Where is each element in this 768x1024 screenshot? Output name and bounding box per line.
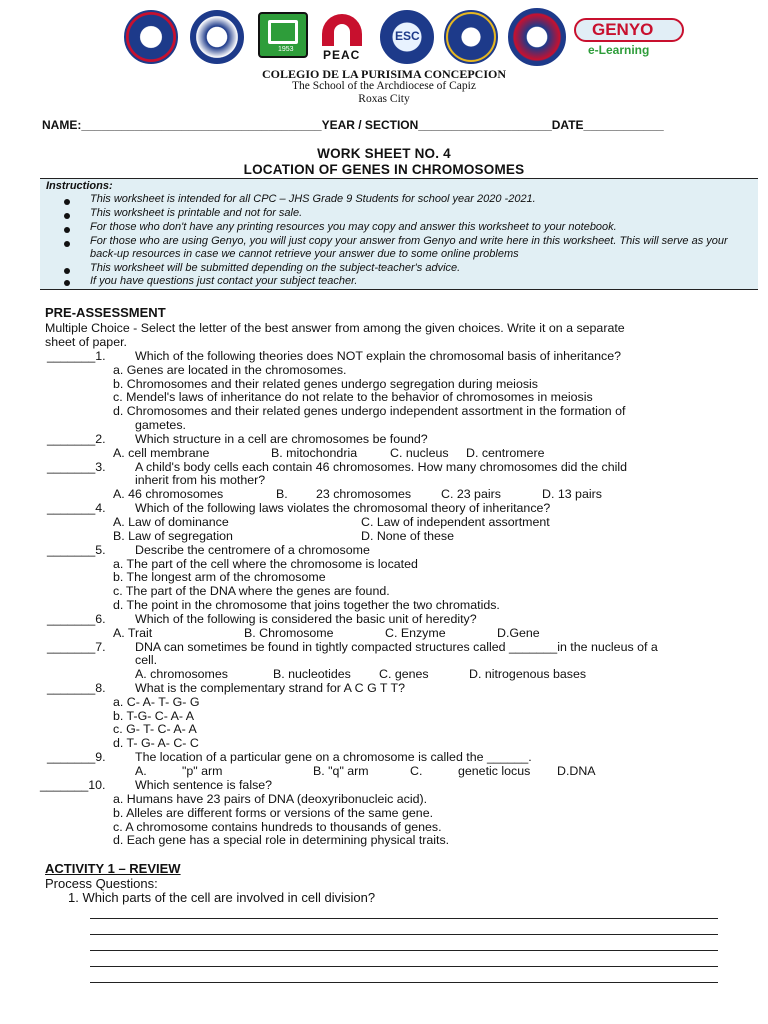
q7-question-cont: cell.: [135, 653, 158, 667]
q9-choice-c: C.: [410, 764, 423, 778]
activity-question-1: 1. Which parts of the cell are involved in cell division?: [68, 890, 376, 905]
date-field[interactable]: ____________: [583, 118, 664, 132]
bullet-icon: [64, 227, 70, 233]
school-city: Roxas City: [358, 93, 410, 105]
logo-strip: [118, 8, 688, 66]
q9-choice-c-text: genetic locus: [458, 764, 531, 778]
q4-choice-a: A. Law of dominance: [113, 515, 229, 529]
q1-answer-blank[interactable]: _______1.: [47, 349, 106, 363]
directions-line-2: sheet of paper.: [45, 335, 127, 349]
q10-choice-d: d. Each gene has a special role in determining physical traits.: [113, 833, 450, 847]
q5-choice-b: b. The longest arm of the chromosome: [113, 570, 326, 584]
q6-choice-b: B. Chromosome: [244, 626, 334, 640]
seal-logo-3: [444, 10, 498, 64]
q9-answer-blank[interactable]: _______9.: [47, 750, 106, 764]
q3-question-cont: inherit from his mother?: [135, 473, 266, 487]
instruction-item: This worksheet is intended for all CPC – JHS Grade 9 Students for school year 2020 -2021.: [90, 193, 536, 205]
date-label: DATE: [551, 118, 584, 132]
q7-choice-a: A. chromosomes: [135, 667, 228, 681]
q9-question: The location of a particular gene on a chromosome is called the ______.: [135, 750, 532, 764]
activity-heading: ACTIVITY 1 – REVIEW: [45, 861, 181, 876]
pre-assessment-heading: PRE-ASSESSMENT: [45, 305, 166, 320]
q5-choice-c: c. The part of the DNA where the genes are found.: [113, 584, 390, 598]
q8-question: What is the complementary strand for A C G T T?: [135, 681, 405, 695]
q7-choice-d: D. nitrogenous bases: [469, 667, 587, 681]
q2-question: Which structure in a cell are chromosomes be found?: [135, 432, 428, 446]
q10-question: Which sentence is false?: [135, 778, 273, 792]
cpc-year-label: 1953: [278, 46, 294, 53]
genyo-sub-label: e-Learning: [588, 43, 650, 57]
q5-choice-a: a. The part of the cell where the chromosome is located: [113, 557, 418, 571]
bullet-icon: [64, 268, 70, 274]
q2-choice-d: D. centromere: [466, 446, 545, 460]
worksheet-number: WORK SHEET NO. 4: [317, 146, 451, 161]
name-section-date-row: [42, 118, 664, 132]
name-label: NAME:: [42, 118, 82, 132]
q9-choice-a-text: "p" arm: [182, 764, 223, 778]
instructions-heading: Instructions:: [46, 180, 113, 192]
q7-question: DNA can sometimes be found in tightly compacted structures called _______in the nucleus of a: [135, 640, 658, 654]
q7-answer-blank[interactable]: _______7.: [47, 640, 106, 654]
q8-choice-c: c. G- T- C- A- A: [113, 722, 197, 736]
school-name: COLEGIO DE LA PURISIMA CONCEPCION: [261, 67, 507, 81]
q6-question: Which of the following is considered the basic unit of heredity?: [135, 612, 477, 626]
q9-choice-d: D.DNA: [557, 764, 596, 778]
q3-choice-d: D. 13 pairs: [542, 487, 602, 501]
q1-choice-a: a. Genes are located in the chromosomes.: [113, 363, 347, 377]
peac-arch-icon: [322, 14, 362, 46]
q8-choice-d: d. T- G- A- C- C: [113, 736, 199, 750]
q8-choice-b: b. T-G- C- A- A: [113, 709, 195, 723]
q3-question: A child's body cells each contain 46 chromosomes. How many chromosomes did the child: [135, 460, 628, 474]
instruction-item: For those who don't have any printing resources you may copy and answer this worksheet to your notebook.: [90, 221, 617, 233]
q2-choice-c: C. nucleus: [390, 446, 449, 460]
answer-line[interactable]: [90, 950, 718, 951]
cpc-green-logo: [258, 12, 308, 58]
instruction-item: This worksheet will be submitted depending on the subject-teacher's advice.: [90, 262, 461, 274]
q4-question: Which of the following laws violates the chromosomal theory of inheritance?: [135, 501, 551, 515]
school-subtitle: The School of the Archdiocese of Capiz: [292, 80, 476, 92]
q1-question: Which of the following theories does NOT explain the chromosomal basis of inheritance?: [135, 349, 622, 363]
q8-choice-a: a. C- A- T- G- G: [113, 695, 200, 709]
worksheet-title: LOCATION OF GENES IN CHROMOSOMES: [243, 162, 525, 177]
answer-line[interactable]: [90, 966, 718, 967]
q6-choice-c: C. Enzyme: [385, 626, 446, 640]
q4-choice-d: D. None of these: [361, 529, 454, 543]
bullet-icon: [64, 280, 70, 286]
instructions-box: [40, 178, 758, 290]
peac-logo: [316, 10, 368, 64]
answer-line[interactable]: [90, 934, 718, 935]
q5-answer-blank[interactable]: _______5.: [47, 543, 106, 557]
genyo-logo: [574, 18, 686, 60]
instruction-item: If you have questions just contact your subject teacher.: [90, 275, 358, 287]
instruction-last-row: [40, 275, 758, 289]
q2-choice-a: A. cell membrane: [113, 446, 210, 460]
genyo-label: GENYO: [592, 20, 654, 39]
directions-line-1: Multiple Choice - Select the letter of the best answer from among the given choices. Write it on a separate: [45, 321, 625, 335]
deped-seal-logo: [124, 10, 178, 64]
seal-logo-4: [508, 8, 566, 66]
q9-choice-b: B. "q" arm: [313, 764, 369, 778]
q10-choice-a: a. Humans have 23 pairs of DNA (deoxyribonucleic acid).: [113, 792, 428, 806]
q3-choice-b-text: 23 chromosomes: [316, 487, 412, 501]
q6-choice-d: D.Gene: [497, 626, 540, 640]
bullet-icon: [64, 241, 70, 247]
instruction-item: For those who are using Genyo, you will just copy your answer from Genyo and write here in this worksheet. This will serve as your back-up resources in case we cannot retrieve your answer due to some online problems: [90, 235, 728, 260]
q4-choice-c: C. Law of independent assortment: [361, 515, 550, 529]
process-questions-label: Process Questions:: [45, 876, 158, 891]
section-field[interactable]: ____________________: [418, 118, 552, 132]
bullet-icon: [64, 199, 70, 205]
q4-choice-b: B. Law of segregation: [113, 529, 233, 543]
section-label: YEAR / SECTION: [321, 118, 419, 132]
q10-choice-c: c. A chromosome contains hundreds to thousands of genes.: [113, 820, 442, 834]
q1-choice-d: d. Chromosomes and their related genes undergo independent assortment in the formation of: [113, 404, 626, 418]
q3-choice-b: B.: [276, 487, 288, 501]
cpc-seal-logo: [190, 10, 244, 64]
name-field[interactable]: ____________________________________: [81, 118, 322, 132]
bullet-icon: [64, 213, 70, 219]
esc-logo: [380, 10, 434, 64]
q6-answer-blank[interactable]: _______6.: [47, 612, 106, 626]
q3-choice-a: A. 46 chromosomes: [113, 487, 224, 501]
q6-choice-a: A. Trait: [113, 626, 153, 640]
q1-choice-c: c. Mendel's laws of inheritance do not relate to the behavior of chromosomes in meiosis: [113, 390, 593, 404]
q1-choice-d-cont: gametes.: [135, 418, 186, 432]
q3-choice-c: C. 23 pairs: [441, 487, 501, 501]
q7-choice-c: C. genes: [379, 667, 429, 681]
q5-question: Describe the centromere of a chromosome: [135, 543, 370, 557]
answer-line[interactable]: [90, 982, 718, 983]
peac-label: PEAC: [323, 48, 361, 62]
q5-choice-d: d. The point in the chromosome that joins together the two chromatids.: [113, 598, 500, 612]
q10-choice-b: b. Alleles are different forms or versions of the same gene.: [113, 806, 434, 820]
q7-choice-b: B. nucleotides: [273, 667, 351, 681]
instruction-item: This worksheet is printable and not for sale.: [90, 207, 303, 219]
q4-answer-blank[interactable]: _______4.: [47, 501, 106, 515]
q9-choice-a: A.: [135, 764, 147, 778]
q3-answer-blank[interactable]: _______3.: [47, 460, 106, 474]
q2-answer-blank[interactable]: _______2.: [47, 432, 106, 446]
answer-line[interactable]: [90, 918, 718, 919]
q1-choice-b: b. Chromosomes and their related genes undergo segregation during meiosis: [113, 377, 538, 391]
q2-choice-b: B. mitochondria: [271, 446, 358, 460]
q10-answer-blank[interactable]: _______10.: [40, 778, 106, 792]
q8-answer-blank[interactable]: _______8.: [47, 681, 106, 695]
esc-label: ESC: [395, 29, 420, 43]
